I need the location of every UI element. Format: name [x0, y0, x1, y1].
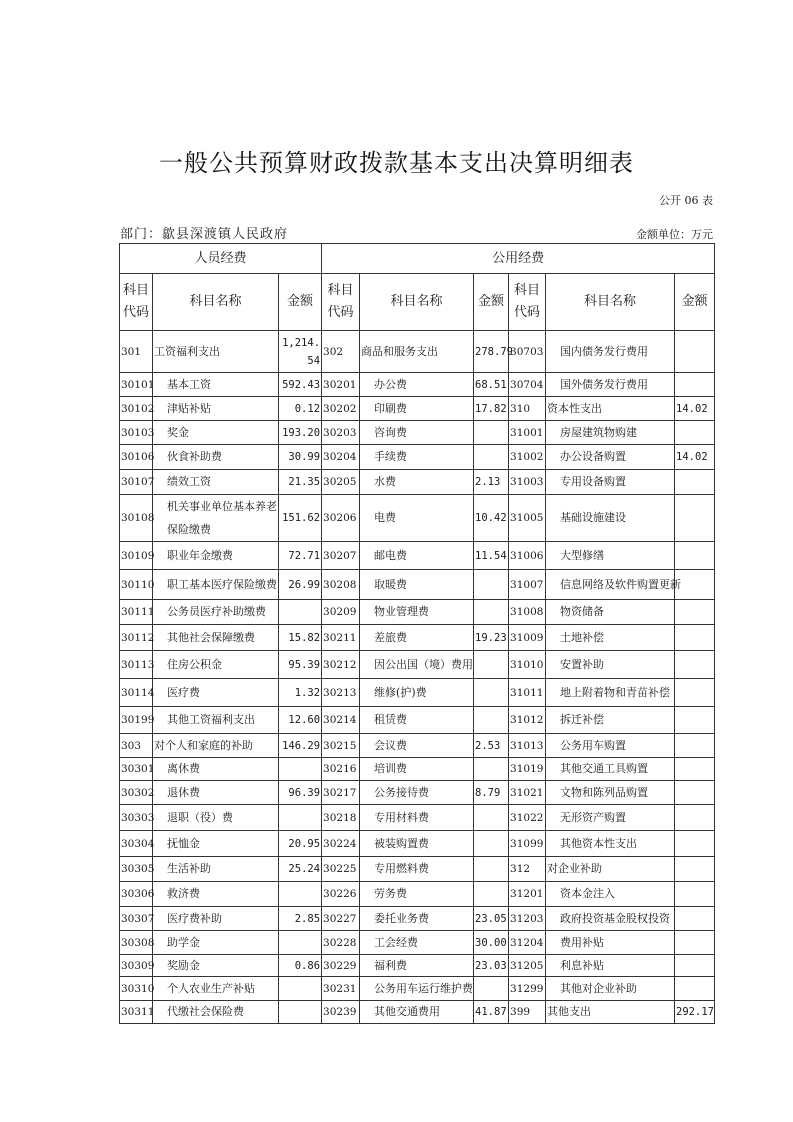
amount: 21.35: [279, 470, 322, 495]
amount: 2.13: [474, 470, 509, 495]
subject-name: 资本性支出: [546, 397, 675, 421]
subject-name: 住房公积金: [153, 651, 279, 679]
form-number: 公开 06 表: [659, 194, 713, 207]
expenditure-table: [119, 243, 715, 1024]
subject-name: 租赁费: [360, 707, 474, 734]
subject-code: 30212: [322, 651, 360, 679]
subject-code: 30107: [120, 470, 153, 495]
subject-code: 30203: [322, 421, 360, 445]
subject-name: 绩效工资: [153, 470, 279, 495]
subject-name: 培训费: [360, 758, 474, 781]
page-title: 一般公共预算财政拨款基本支出决算明细表: [159, 149, 634, 177]
subject-code: 30102: [120, 397, 153, 421]
table-row: [120, 542, 715, 570]
amount: 95.39: [279, 651, 322, 679]
table-row: [120, 857, 715, 882]
subject-code: 30103: [120, 421, 153, 445]
subject-code: 31006: [509, 542, 546, 570]
amount: 0.86: [279, 955, 322, 977]
subject-name: 安置补助: [546, 651, 675, 679]
subject-code: 30301: [120, 758, 153, 781]
subject-name: 公务接待费: [360, 781, 474, 805]
subject-code: 30310: [120, 977, 153, 1001]
subject-name: 抚恤金: [153, 831, 279, 857]
subject-code: 31099: [509, 831, 546, 857]
subject-name: 印刷费: [360, 397, 474, 421]
subject-name: 基础设施建设: [546, 495, 675, 542]
subject-code: 31001: [509, 421, 546, 445]
subject-name: 房屋建筑物购建: [546, 421, 675, 445]
subject-code: 30202: [322, 397, 360, 421]
subject-name: 费用补贴: [546, 931, 675, 955]
subject-code: 31013: [509, 734, 546, 758]
subject-code: 31010: [509, 651, 546, 679]
amount: [675, 734, 715, 758]
table-row: [120, 600, 715, 625]
amount: 20.95: [279, 831, 322, 857]
header-name: 科目名称: [153, 274, 279, 331]
amount: [675, 977, 715, 1001]
amount: [474, 421, 509, 445]
amount: 12.60: [279, 707, 322, 734]
subject-name: 职业年金缴费: [153, 542, 279, 570]
amount-unit-label: 金额单位：万元: [636, 228, 713, 241]
amount: 15.82: [279, 625, 322, 651]
subject-code: 30308: [120, 931, 153, 955]
subject-name: 被装购置费: [360, 831, 474, 857]
department-label: 部门：歙县深渡镇人民政府: [120, 227, 289, 242]
amount: 0.12: [279, 397, 322, 421]
subject-code: 30207: [322, 542, 360, 570]
subject-code: 30101: [120, 373, 153, 397]
subject-name: 职工基本医疗保险缴费: [153, 570, 279, 600]
table-row: [120, 679, 715, 707]
subject-name: 电费: [360, 495, 474, 542]
subject-name: 资本金注入: [546, 882, 675, 907]
subject-code: 30113: [120, 651, 153, 679]
table-row: [120, 570, 715, 600]
table-row: [120, 758, 715, 781]
amount: 26.99: [279, 570, 322, 600]
subject-name: 助学金: [153, 931, 279, 955]
header-amount: 金额: [675, 274, 715, 331]
subject-name: 物资储备: [546, 600, 675, 625]
subject-code: 31002: [509, 445, 546, 470]
subject-code: 30302: [120, 781, 153, 805]
subject-name: 办公费: [360, 373, 474, 397]
amount: 23.03: [474, 955, 509, 977]
subject-name: 文物和陈列品购置: [546, 781, 675, 805]
amount: [675, 331, 715, 373]
subject-code: 31005: [509, 495, 546, 542]
subject-name: 差旅费: [360, 625, 474, 651]
subject-code: 399: [509, 1001, 546, 1024]
subject-code: 30307: [120, 907, 153, 931]
subject-code: 30224: [322, 831, 360, 857]
amount: [675, 542, 715, 570]
subject-name: 信息网络及软件购置更新: [546, 570, 675, 600]
subject-name: 其他交通工具购置: [546, 758, 675, 781]
subject-code: 30215: [322, 734, 360, 758]
header-amount: 金额: [474, 274, 509, 331]
subject-name: 因公出国（境）费用: [360, 651, 474, 679]
subject-code: 30214: [322, 707, 360, 734]
table-row: [120, 707, 715, 734]
subject-name: 伙食补助费: [153, 445, 279, 470]
subject-code: 31205: [509, 955, 546, 977]
subject-name: 公务用车运行维护费: [360, 977, 474, 1001]
amount: [675, 955, 715, 977]
subject-name: 地上附着物和青苗补偿: [546, 679, 675, 707]
subject-code: 30204: [322, 445, 360, 470]
table-row: [120, 831, 715, 857]
table-row: [120, 331, 715, 373]
subject-code: 301: [120, 331, 153, 373]
table-row: [120, 397, 715, 421]
amount: 10.42: [474, 495, 509, 542]
amount: 8.79: [474, 781, 509, 805]
table-row: [120, 1001, 715, 1024]
subject-code: 30225: [322, 857, 360, 882]
amount: 1,214.54: [279, 331, 322, 373]
table-row: [120, 781, 715, 805]
header-code: 科目代码: [322, 274, 360, 331]
amount: [474, 882, 509, 907]
amount: 30.00: [474, 931, 509, 955]
table-row: [120, 882, 715, 907]
amount: [675, 625, 715, 651]
subject-code: 30110: [120, 570, 153, 600]
amount: [675, 470, 715, 495]
subject-name: 大型修缮: [546, 542, 675, 570]
subject-code: 30218: [322, 805, 360, 831]
subject-name: 土地补偿: [546, 625, 675, 651]
amount: [474, 857, 509, 882]
amount: 193.20: [279, 421, 322, 445]
table-row: [120, 805, 715, 831]
subject-code: 31203: [509, 907, 546, 931]
amount: [675, 651, 715, 679]
subject-code: 30199: [120, 707, 153, 734]
subject-code: 30231: [322, 977, 360, 1001]
group-header-personnel: 人员经费: [120, 244, 322, 274]
table-row: [120, 421, 715, 445]
subject-name: 津贴补贴: [153, 397, 279, 421]
subject-code: 30311: [120, 1001, 153, 1024]
subject-name: 工会经费: [360, 931, 474, 955]
amount: [675, 758, 715, 781]
header-name: 科目名称: [360, 274, 474, 331]
header-code: 科目代码: [120, 274, 153, 331]
subject-name: 拆迁补偿: [546, 707, 675, 734]
subject-code: 30114: [120, 679, 153, 707]
subject-name: 专用材料费: [360, 805, 474, 831]
subject-name: 公务员医疗补助缴费: [153, 600, 279, 625]
table-row: [120, 931, 715, 955]
subject-code: 30211: [322, 625, 360, 651]
subject-code: 30228: [322, 931, 360, 955]
subject-code: 303: [120, 734, 153, 758]
amount: [675, 707, 715, 734]
subject-name: 奖金: [153, 421, 279, 445]
subject-name: 咨询费: [360, 421, 474, 445]
subject-code: 30213: [322, 679, 360, 707]
amount: [474, 600, 509, 625]
subject-name: 医疗费: [153, 679, 279, 707]
amount: [675, 857, 715, 882]
table-row: [120, 470, 715, 495]
subject-code: 310: [509, 397, 546, 421]
amount: 11.54: [474, 542, 509, 570]
amount: [675, 931, 715, 955]
subject-code: 30216: [322, 758, 360, 781]
subject-code: 30208: [322, 570, 360, 600]
subject-name: 工资福利支出: [153, 331, 279, 373]
subject-name: 手续费: [360, 445, 474, 470]
subject-name: 基本工资: [153, 373, 279, 397]
subject-name: 商品和服务支出: [360, 331, 474, 373]
subject-name: 退职（役）费: [153, 805, 279, 831]
amount: [474, 570, 509, 600]
amount: [675, 373, 715, 397]
subject-name: 医疗费补助: [153, 907, 279, 931]
amount: [279, 758, 322, 781]
amount: 292.17: [675, 1001, 715, 1024]
subject-name: 福利费: [360, 955, 474, 977]
amount: [675, 679, 715, 707]
amount: 25.24: [279, 857, 322, 882]
amount: [279, 1001, 322, 1024]
table-row: [120, 625, 715, 651]
subject-name: 国外债务发行费用: [546, 373, 675, 397]
subject-code: 30303: [120, 805, 153, 831]
subject-name: 对个人和家庭的补助: [153, 734, 279, 758]
amount: [474, 651, 509, 679]
subject-name: 委托业务费: [360, 907, 474, 931]
subject-code: 31007: [509, 570, 546, 600]
header-amount: 金额: [279, 274, 322, 331]
subject-code: 31021: [509, 781, 546, 805]
subject-code: 30112: [120, 625, 153, 651]
subject-code: 30306: [120, 882, 153, 907]
subject-code: 31019: [509, 758, 546, 781]
subject-name: 劳务费: [360, 882, 474, 907]
amount: [675, 831, 715, 857]
amount: [279, 977, 322, 1001]
amount: 151.62: [279, 495, 322, 542]
subject-name: 专用设备购置: [546, 470, 675, 495]
amount: 23.05: [474, 907, 509, 931]
subject-code: 30201: [322, 373, 360, 397]
subject-code: 30703: [509, 331, 546, 373]
amount: [474, 758, 509, 781]
amount: [675, 495, 715, 542]
amount: 2.53: [474, 734, 509, 758]
table-row: [120, 495, 715, 542]
amount: 96.39: [279, 781, 322, 805]
subject-code: 30109: [120, 542, 153, 570]
amount: [675, 907, 715, 931]
amount: 68.51: [474, 373, 509, 397]
subject-code: 30209: [322, 600, 360, 625]
table-row: [120, 977, 715, 1001]
subject-name: 救济费: [153, 882, 279, 907]
subject-code: 31201: [509, 882, 546, 907]
subject-code: 30229: [322, 955, 360, 977]
subject-name: 退休费: [153, 781, 279, 805]
amount: 19.23: [474, 625, 509, 651]
amount: 72.71: [279, 542, 322, 570]
amount: [474, 707, 509, 734]
subject-name: 无形资产购置: [546, 805, 675, 831]
subject-name: 奖励金: [153, 955, 279, 977]
subject-name: 其他交通费用: [360, 1001, 474, 1024]
table-row: [120, 955, 715, 977]
amount: [474, 805, 509, 831]
subject-code: 30106: [120, 445, 153, 470]
subject-code: 302: [322, 331, 360, 373]
subject-code: 31009: [509, 625, 546, 651]
subject-name: 个人农业生产补贴: [153, 977, 279, 1001]
subject-name: 离休费: [153, 758, 279, 781]
table-row: [120, 373, 715, 397]
amount: 17.82: [474, 397, 509, 421]
group-header-public: 公用经费: [322, 244, 715, 274]
amount: 14.02: [675, 445, 715, 470]
amount: 146.29: [279, 734, 322, 758]
amount: [675, 781, 715, 805]
subject-name: 对企业补助: [546, 857, 675, 882]
subject-name: 水费: [360, 470, 474, 495]
subject-code: 30205: [322, 470, 360, 495]
subject-name: 其他资本性支出: [546, 831, 675, 857]
subject-code: 312: [509, 857, 546, 882]
amount: [474, 679, 509, 707]
subject-code: 31011: [509, 679, 546, 707]
subject-name: 机关事业单位基本养老保险缴费: [153, 495, 279, 542]
amount: [675, 600, 715, 625]
subject-name: 生活补助: [153, 857, 279, 882]
subject-name: 政府投资基金股权投资: [546, 907, 675, 931]
subject-code: 30227: [322, 907, 360, 931]
amount: [279, 882, 322, 907]
subject-name: 办公设备购置: [546, 445, 675, 470]
table-row: [120, 734, 715, 758]
subject-name: 取暖费: [360, 570, 474, 600]
subject-code: 30226: [322, 882, 360, 907]
amount: 41.87: [474, 1001, 509, 1024]
subject-name: 会议费: [360, 734, 474, 758]
subject-name: 专用燃料费: [360, 857, 474, 882]
subject-name: 代缴社会保险费: [153, 1001, 279, 1024]
subject-code: 30704: [509, 373, 546, 397]
header-name: 科目名称: [546, 274, 675, 331]
amount: 278.79: [474, 331, 509, 373]
subject-name: 国内债务发行费用: [546, 331, 675, 373]
table-row: [120, 445, 715, 470]
subject-code: 30239: [322, 1001, 360, 1024]
subject-code: 30206: [322, 495, 360, 542]
subject-code: 31003: [509, 470, 546, 495]
subject-code: 31204: [509, 931, 546, 955]
amount: [675, 421, 715, 445]
subject-code: 31299: [509, 977, 546, 1001]
subject-name: 其他社会保障缴费: [153, 625, 279, 651]
subject-code: 30305: [120, 857, 153, 882]
amount: [474, 445, 509, 470]
subject-name: 邮电费: [360, 542, 474, 570]
subject-name: 其他支出: [546, 1001, 675, 1024]
subject-code: 31022: [509, 805, 546, 831]
subject-code: 30111: [120, 600, 153, 625]
amount: 592.43: [279, 373, 322, 397]
amount: [675, 882, 715, 907]
subject-name: 其他工资福利支出: [153, 707, 279, 734]
subject-code: 30108: [120, 495, 153, 542]
amount: 14.02: [675, 397, 715, 421]
amount: [279, 600, 322, 625]
subject-code: 31008: [509, 600, 546, 625]
table-row: [120, 907, 715, 931]
subject-code: 30304: [120, 831, 153, 857]
amount: 2.85: [279, 907, 322, 931]
subject-code: 31012: [509, 707, 546, 734]
subject-name: 利息补贴: [546, 955, 675, 977]
header-code: 科目代码: [509, 274, 546, 331]
subject-code: 30309: [120, 955, 153, 977]
subject-name: 维修(护)费: [360, 679, 474, 707]
amount: 30.99: [279, 445, 322, 470]
amount: [474, 977, 509, 1001]
subject-name: 物业管理费: [360, 600, 474, 625]
amount: 1.32: [279, 679, 322, 707]
subject-name: 公务用车购置: [546, 734, 675, 758]
amount: [279, 931, 322, 955]
amount: [474, 831, 509, 857]
subject-code: 30217: [322, 781, 360, 805]
subject-name: 其他对企业补助: [546, 977, 675, 1001]
table-row: [120, 651, 715, 679]
amount: [675, 805, 715, 831]
amount: [279, 805, 322, 831]
